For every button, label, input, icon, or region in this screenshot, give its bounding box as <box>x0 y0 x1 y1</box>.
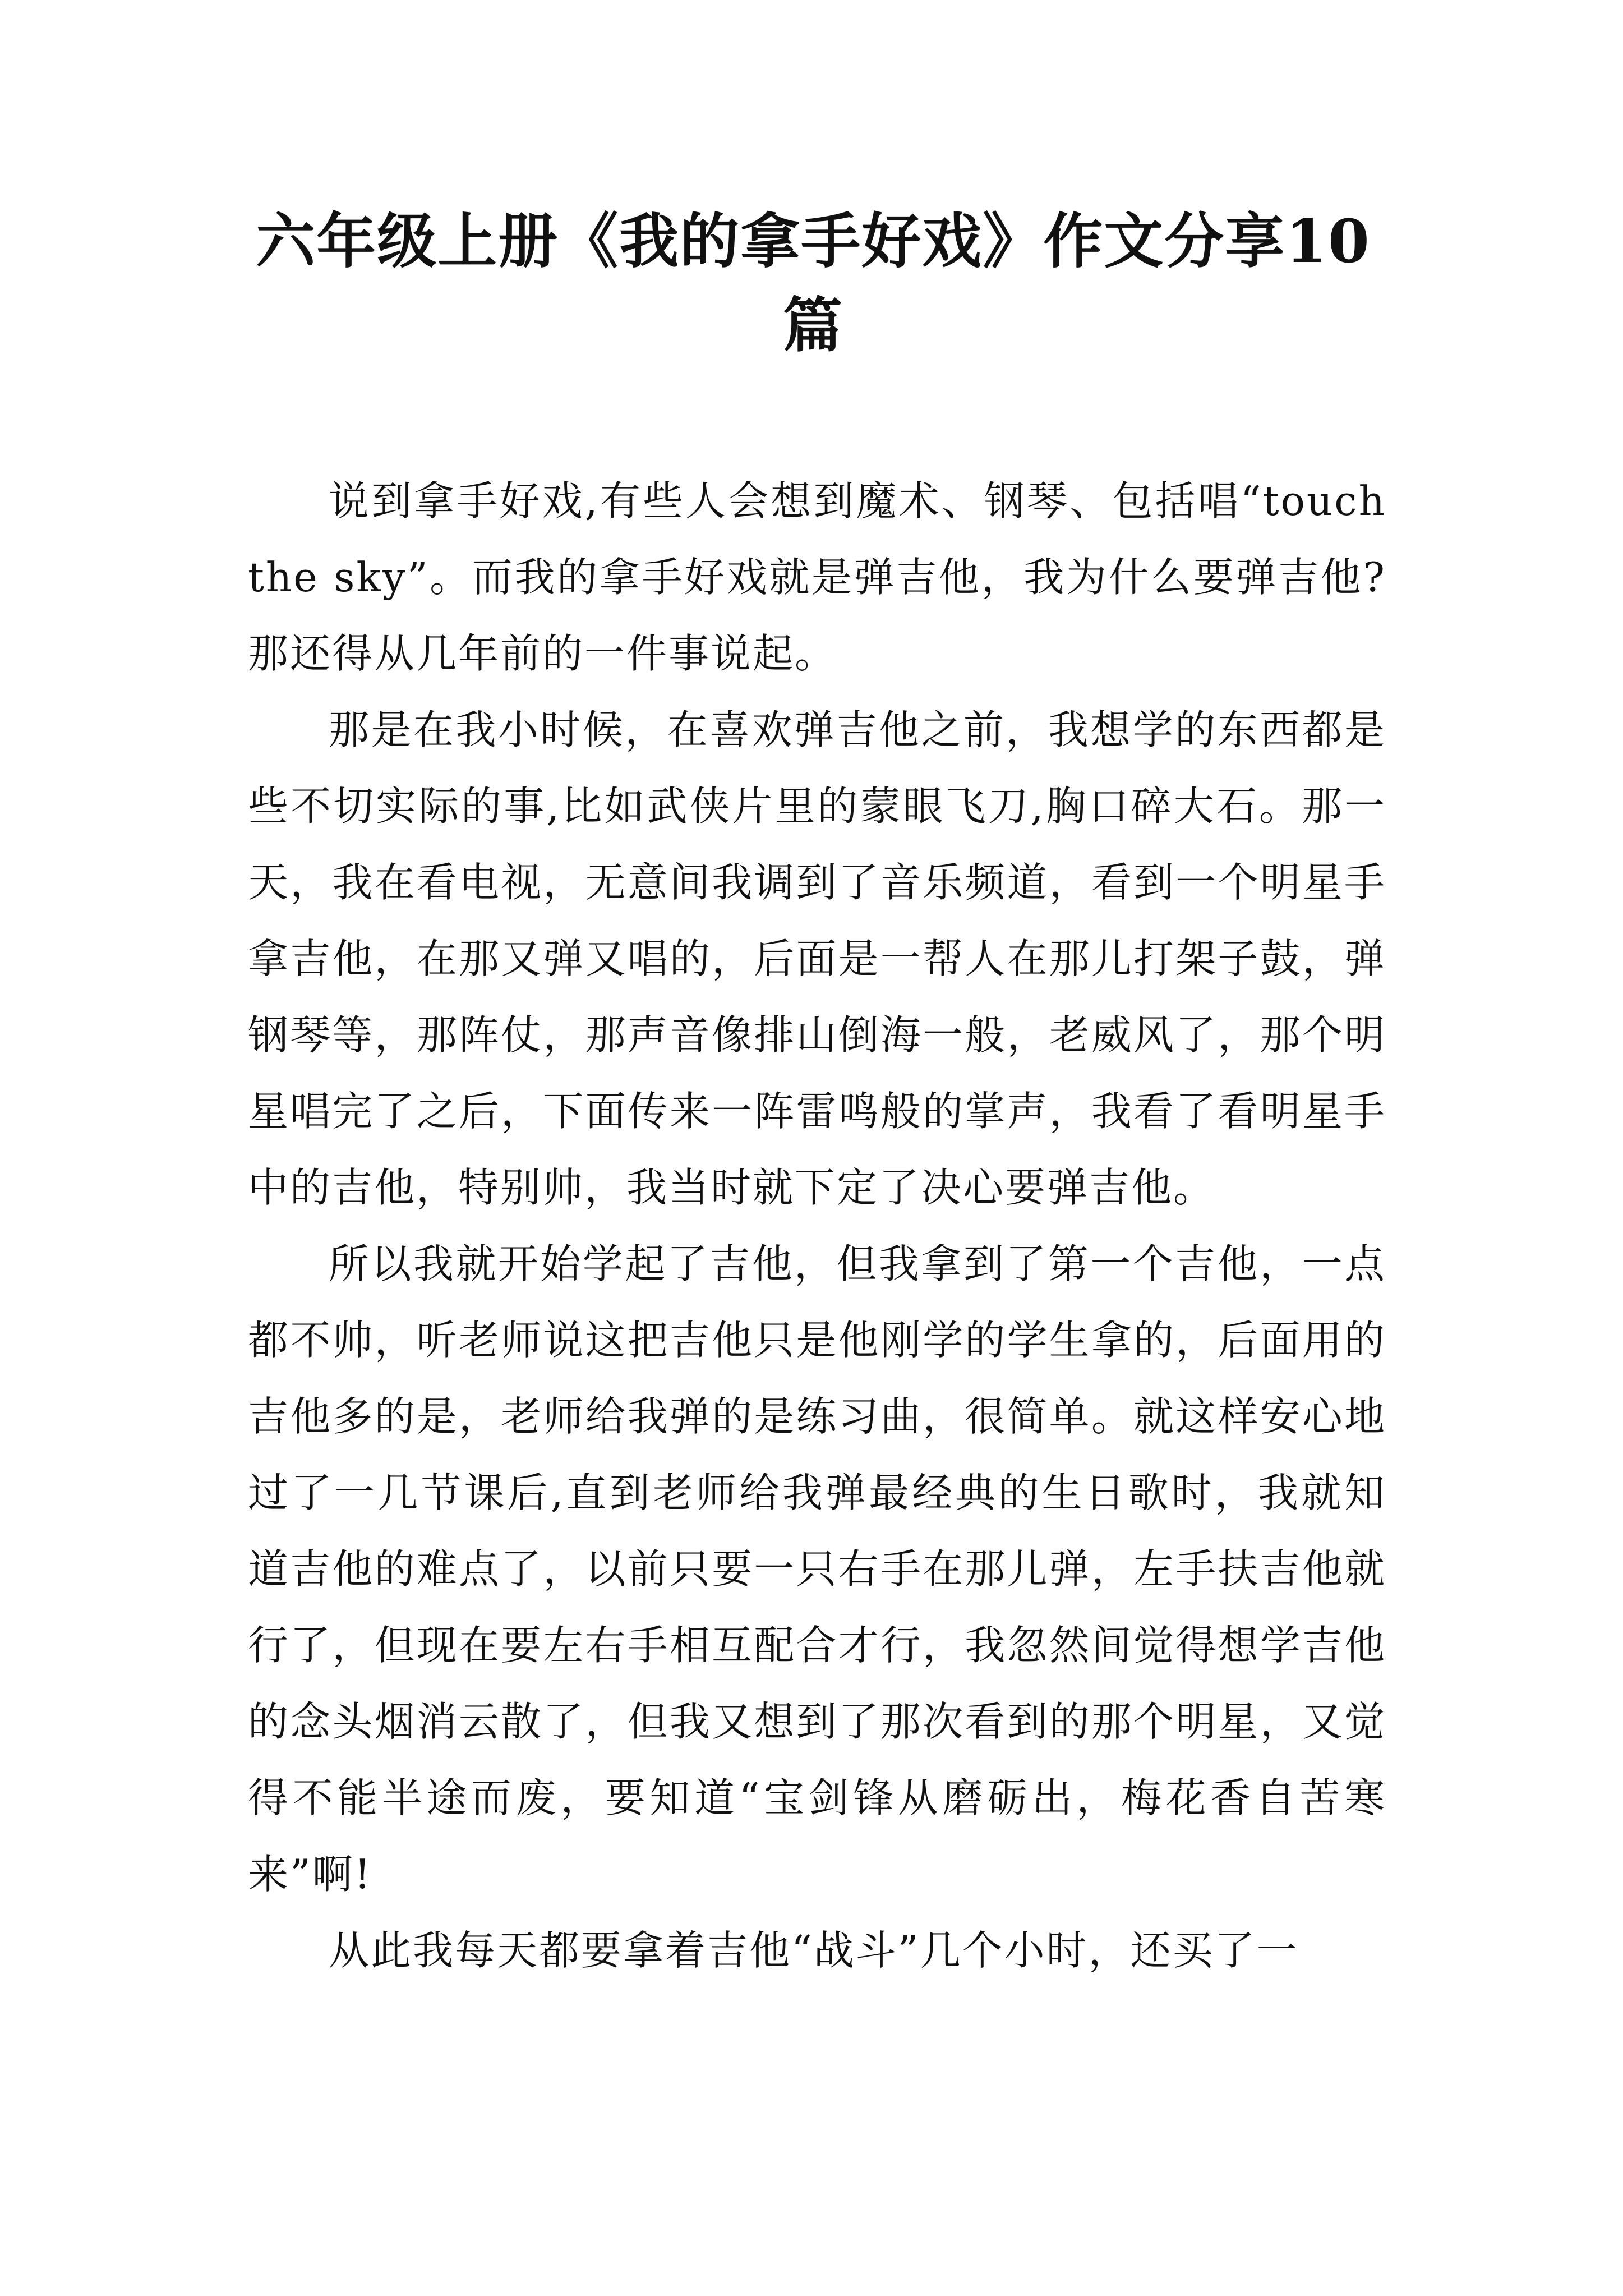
paragraph-3: 所以我就开始学起了吉他，但我拿到了第一个吉他，一点都不帅，听老师说这把吉他只是他刚学的学生拿的，后面用的吉他多的是，老师给我弹的是练习曲，很简单。就这样安心地过了一几节课后,直到老师给我弹最经典的生日歌时，我就知道吉他的难点了，以前只要一只右手在那儿弹，左手扶吉他就行了，但现在要左右手相互配合才行，我忽然间觉得想学吉他的念头烟消云散了，但我又想到了那次看到的那个明星，又觉得不能半途而废，要知道“宝剑锋从磨砺出，梅花香自苦寒来”啊! <box>248 1240 1386 1898</box>
paragraph-4: 从此我每天都要拿着吉他“战斗”几个小时，还买了一 <box>329 1927 1299 1974</box>
paragraph-2: 那是在我小时候，在喜欢弹吉他之前，我想学的东西都是些不切实际的事,比如武侠片里的蒙眼飞刀,胸口碎大石。那一天，我在看电视，无意间我调到了音乐频道，看到一个明星手拿吉他，在那又弹又唱的，后面是一帮人在那儿打架子鼓，弹钢琴等，那阵仗，那声音像排山倒海一般，老威风了，那个明星唱完了之后，下面传来一阵雷鸣般的掌声，我看了看明星手中的吉他，特别帅，我当时就下定了决心要弹吉他。 <box>248 706 1386 1211</box>
paragraph-1: 说到拿手好戏,有些人会想到魔术、钢琴、包括唱“touch the sky”。而我的拿手好戏就是弹吉他，我为什么要弹吉他?那还得从几年前的一件事说起。 <box>248 477 1386 677</box>
document-body <box>248 463 1386 1989</box>
document-title: 六年级上册《我的拿手好戏》作文分享10篇 <box>256 206 1371 360</box>
